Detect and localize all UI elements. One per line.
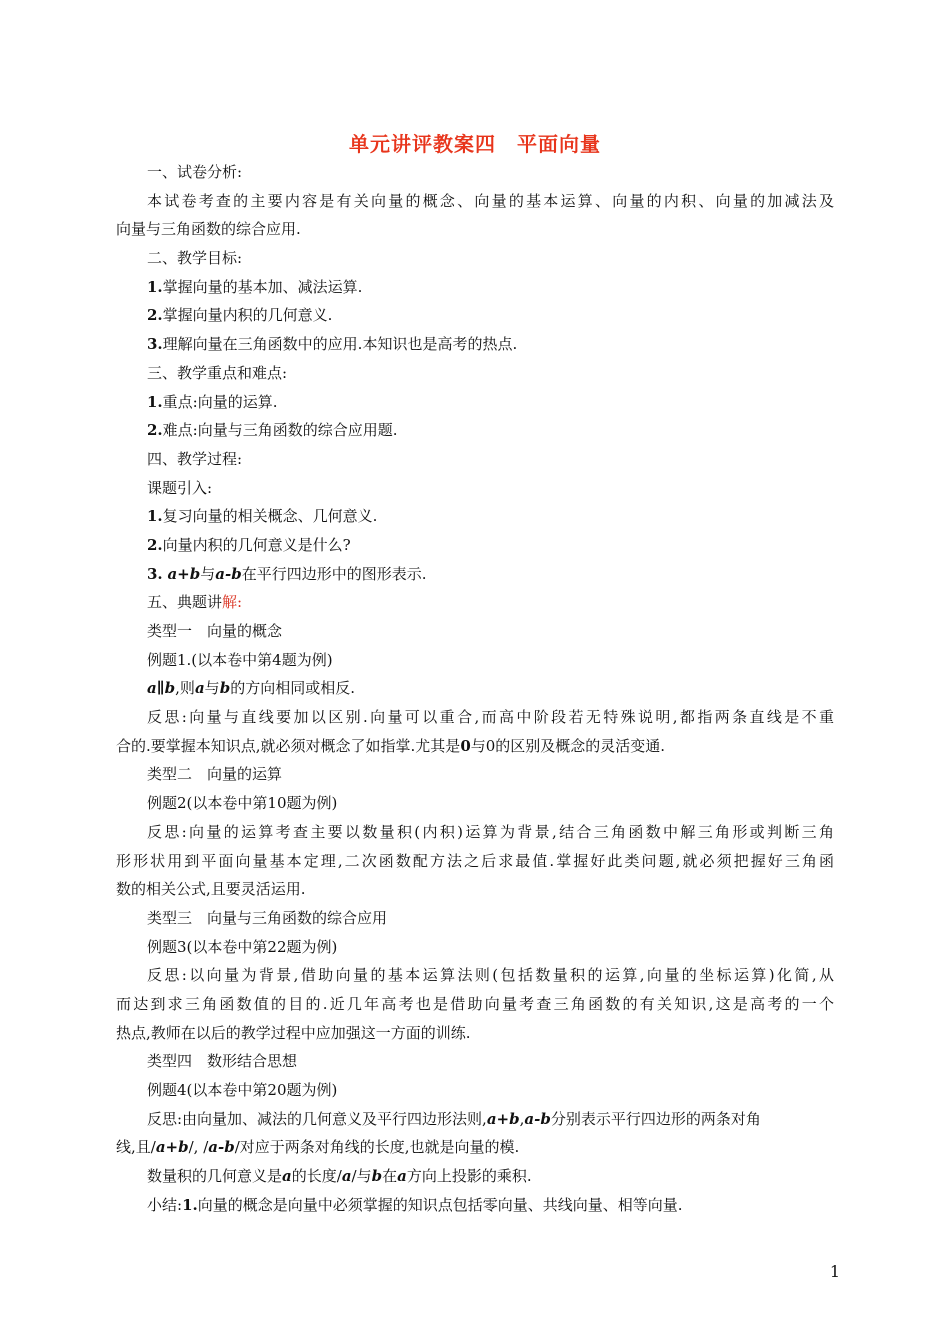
paragraph-line: 合的.要掌握本知识点,就必须对概念了如指掌.尤其是0与0的区别及概念的灵活变通. — [116, 736, 666, 755]
subheading: 类型三 向量与三角函数的综合应用 — [147, 908, 388, 927]
subheading: 类型二 向量的运算 — [147, 765, 283, 784]
section-heading-goals: 二、教学目标: — [147, 249, 243, 268]
list-item: 1.掌握向量的基本加、减法运算. — [147, 277, 363, 296]
section-heading-examples: 五、典题讲解: — [147, 593, 243, 612]
summary-line: 小结:1.向量的概念是向量中必须掌握的知识点包括零向量、共线向量、相等向量. — [147, 1195, 683, 1214]
section-heading-focus: 三、教学重点和难点: — [147, 363, 288, 382]
section-heading-process: 四、教学过程: — [147, 449, 243, 468]
paragraph-line: 数量积的几何意义是a的长度/a/与b在a方向上投影的乘积. — [147, 1167, 532, 1186]
list-item: 2.难点:向量与三角函数的综合应用题. — [147, 421, 398, 440]
paragraph-line: 线,且/a+b/, /a-b/对应于两条对角线的长度,也就是向量的模. — [116, 1138, 520, 1157]
document-body — [116, 158, 834, 1219]
paragraph-line: 反思:向量的运算考查主要以数量积(内积)运算为背景,结合三角函数中解三角形或判断三角 — [147, 822, 834, 841]
list-item: 1.重点:向量的运算. — [147, 392, 278, 411]
list-item: 1.复习向量的相关概念、几何意义. — [147, 507, 378, 526]
document-title: 单元讲评教案四 平面向量 — [349, 132, 601, 156]
section-heading-analysis: 一、试卷分析: — [147, 163, 243, 181]
paragraph-line: 课题引入: — [147, 478, 213, 497]
example-label: 例题3(以本卷中第22题为例) — [147, 937, 338, 956]
list-item: 3.理解向量在三角函数中的应用.本知识也是高考的热点. — [147, 335, 518, 354]
paragraph-line: 反思:由向量加、减法的几何意义及平行四边形法则,a+b,a-b分别表示平行四边形的两条对角 — [147, 1109, 761, 1128]
list-item: 3. a+b与a-b在平行四边形中的图形表示. — [147, 564, 427, 583]
paragraph-line: a∥b,则a与b的方向相同或相反. — [147, 679, 355, 698]
paragraph-line: 反思:向量与直线要加以区别.向量可以重合,而高中阶段若无特殊说明,都指两条直线是不重 — [147, 708, 834, 727]
paragraph-line: 向量与三角函数的综合应用. — [116, 220, 301, 239]
example-label: 例题1.(以本卷中第4题为例) — [147, 650, 333, 669]
example-label: 例题4(以本卷中第20题为例) — [147, 1081, 338, 1099]
subheading: 类型四 数形结合思想 — [147, 1052, 298, 1071]
paragraph-line: 数的相关公式,且要灵活运用. — [116, 880, 306, 899]
paragraph-line: 本试卷考查的主要内容是有关向量的概念、向量的基本运算、向量的内积、向量的加减法及 — [147, 191, 834, 210]
subheading: 类型一 向量的概念 — [147, 622, 283, 640]
paragraph-line: 而达到求三角函数值的目的.近几年高考也是借助向量考查三角函数的有关知识,这是高考的一个 — [116, 994, 834, 1013]
page-number: 1 — [829, 1262, 840, 1281]
paragraph-line: 反思:以向量为背景,借助向量的基本运算法则(包括数量积的运算,向量的坐标运算)化简,从 — [147, 966, 834, 985]
paragraph-line: 热点,教师在以后的教学过程中应加强这一方面的训练. — [116, 1023, 471, 1042]
list-item: 2.掌握向量内积的几何意义. — [147, 306, 333, 325]
paragraph-line: 形形状用到平面向量基本定理,二次函数配方法之后求最值.掌握好此类问题,就必须把握好三角函 — [116, 851, 834, 870]
list-item: 2.向量内积的几何意义是什么? — [147, 535, 351, 554]
example-label: 例题2(以本卷中第10题为例) — [147, 794, 338, 813]
